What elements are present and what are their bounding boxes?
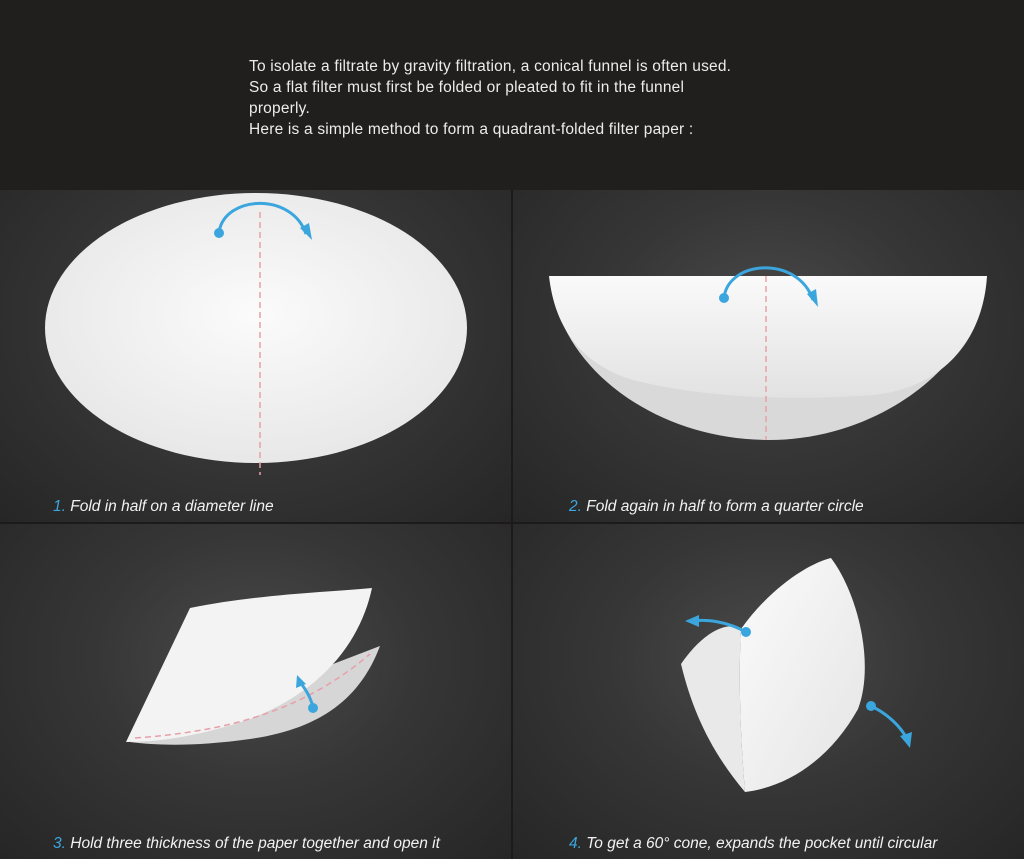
filter-paper-circle [45, 193, 467, 463]
step-1-panel [0, 190, 511, 522]
step-3-illustration [0, 524, 511, 859]
step-number: 1. [53, 498, 66, 515]
step-text: Hold three thickness of the paper together and open it [70, 835, 440, 852]
step-3-panel [0, 524, 511, 859]
step-number: 4. [569, 835, 582, 852]
step-3-caption [53, 835, 440, 853]
step-4-caption [569, 835, 937, 853]
step-1-caption [53, 498, 274, 516]
step-2-illustration [513, 190, 1024, 522]
intro-instruction: Here is a simple method to form a quadrant-folded filter paper : [249, 121, 694, 138]
step-2-caption [569, 498, 864, 516]
step-text: Fold again in half to form a quarter circle [586, 498, 864, 515]
step-text: To get a 60° cone, expands the pocket until circular [586, 835, 938, 852]
step-number: 3. [53, 835, 66, 852]
intro-text [249, 56, 749, 140]
step-2-panel [513, 190, 1024, 522]
step-number: 2. [569, 498, 582, 515]
cone-inner-left [681, 626, 745, 792]
intro-paragraph: To isolate a filtrate by gravity filtration, a conical funnel is often used. So a flat filter must first be folded or pleated to fit in the funnel properly. [249, 58, 732, 117]
step-4-illustration [513, 524, 1024, 859]
cone-outer [740, 558, 865, 792]
intro-header [0, 0, 1024, 190]
step-4-panel [513, 524, 1024, 859]
step-1-illustration [0, 190, 511, 522]
expand-arrow-right-icon [866, 701, 912, 748]
step-text: Fold in half on a diameter line [70, 498, 274, 515]
